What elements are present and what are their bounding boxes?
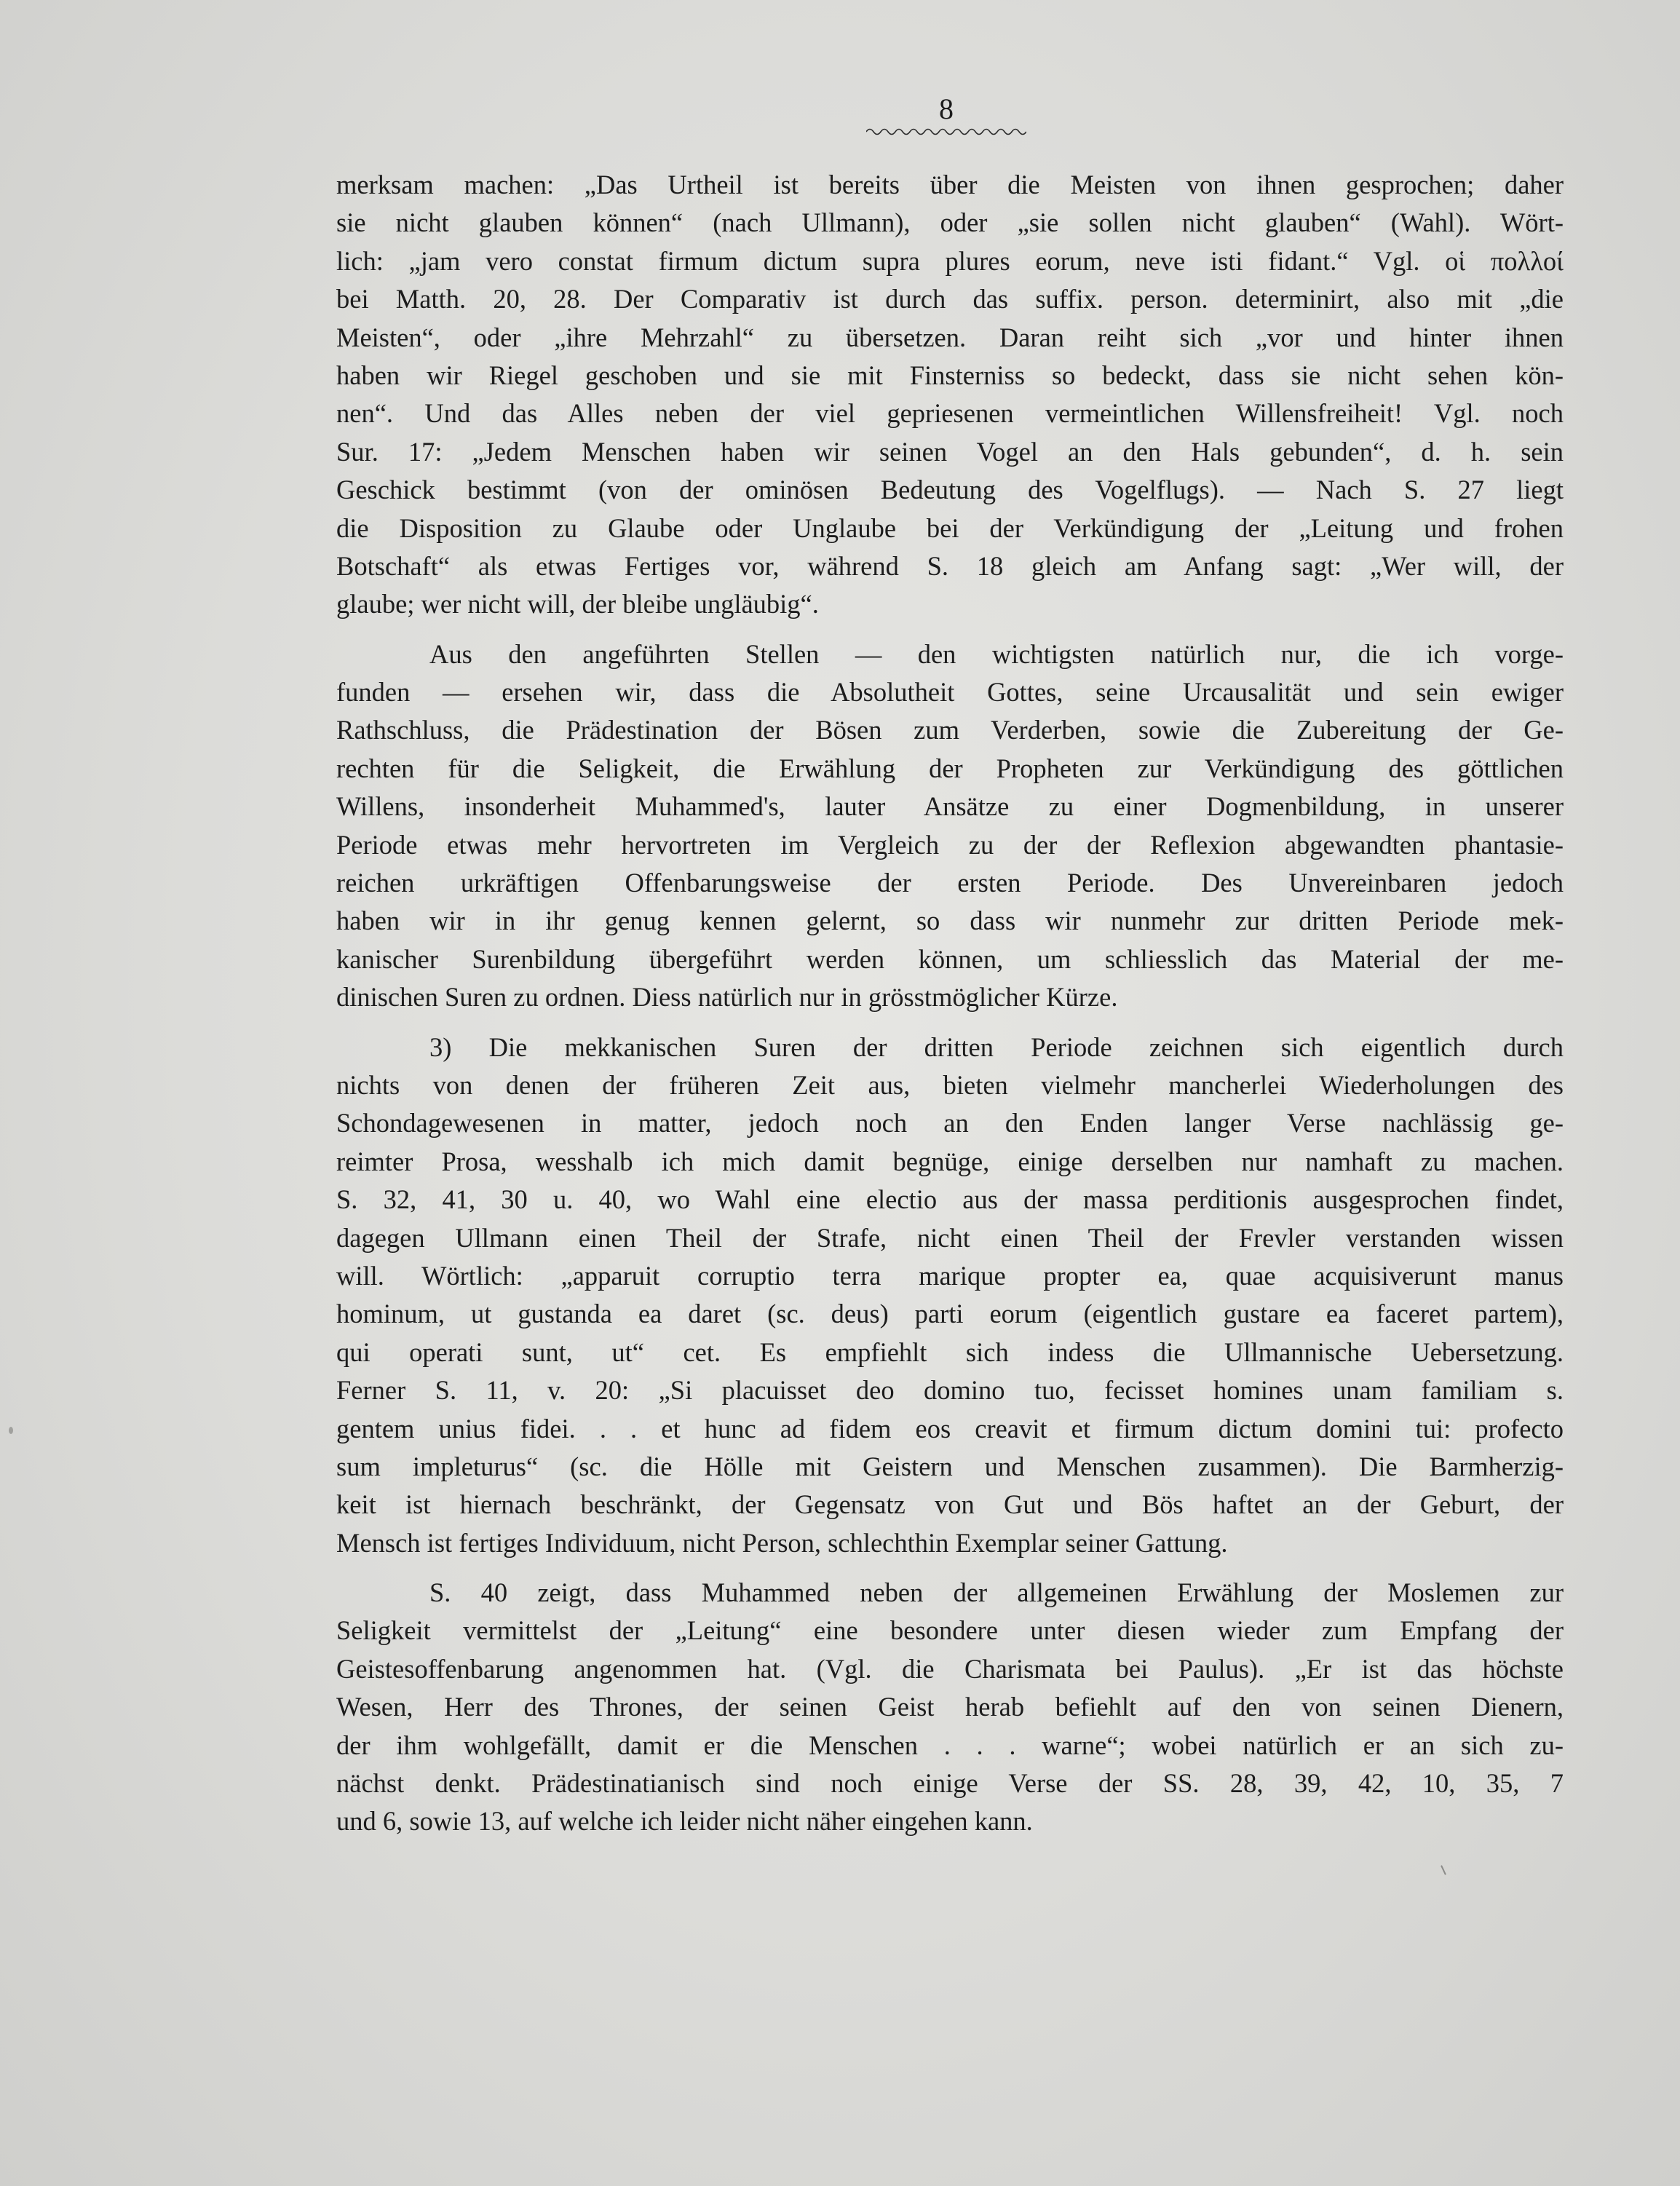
paragraph-2 [336,635,1564,1017]
text-line: 3) Die mekkanischen Suren der dritten Periode zeichnen sich eigentlich durch [429,1031,1564,1062]
text-line: dagegen Ullmann einen Theil der Strafe, nicht einen Theil der Frevler verstanden wissen [336,1222,1564,1253]
text-line: Aus den angeführten Stellen — den wichtigsten natürlich nur, die ich vorge- [429,638,1564,669]
text-line: und 6, sowie 13, auf welche ich leider nicht näher eingehen kann. [336,1806,1033,1837]
wavy-rule-ornament-icon [866,127,1026,137]
scan-blemish [1441,1865,1446,1875]
text-line: dinischen Suren zu ordnen. Diess natürlich nur in grösstmöglicher Kürze. [336,982,1118,1013]
text-line: hominum, ut gustanda ea daret (sc. deus) parti eorum (eigentlich gustare ea faceret partem), [336,1299,1564,1329]
text-line: haben wir Riegel geschoben und sie mit Finsterniss so bedeckt, dass sie nicht sehen kön- [336,360,1564,390]
text-line: reichen urkräftigen Offenbarungsweise der ersten Periode. Des Unvereinbaren jedoch [336,868,1564,898]
text-line: qui operati sunt, ut“ cet. Es empfiehlt sich indess die Ullmannische Uebersetzung. [336,1336,1564,1367]
text-line: Schondagewesenen in matter, jedoch noch an den Enden langer Verse nachlässig ge- [336,1108,1564,1138]
page-number: 8 [939,92,954,125]
text-line: Geschick bestimmt (von der ominösen Bedeutung des Vogelflugs). — Nach S. 27 liegt [336,475,1564,505]
text-line: reimter Prosa, wesshalb ich mich damit begnüge, einige derselben nur namhaft zu machen. [336,1146,1564,1176]
text-line: Botschaft“ als etwas Fertiges vor, während S. 18 gleich am Anfang sagt: „Wer will, der [336,550,1564,581]
text-line: sum impleturus“ (sc. die Hölle mit Geistern und Menschen zusammen). Die Barmherzig- [336,1451,1564,1481]
body-text [336,166,1564,1841]
paragraph-gap [336,1562,1564,1574]
text-line: Mensch ist fertiges Individuum, nicht Person, schlechthin Exemplar seiner Gattung. [336,1527,1228,1558]
text-line: Periode etwas mehr hervortreten im Vergleich zu der der Reflexion abgewandten phantasie- [336,829,1564,860]
text-line: keit ist hiernach beschränkt, der Gegensatz von Gut und Bös haftet an der Geburt, der [336,1489,1564,1520]
text-line: haben wir in ihr genug kennen gelernt, so dass wir nunmehr zur dritten Periode mek- [336,906,1564,936]
text-line: rechten für die Seligkeit, die Erwählung der Propheten zur Verkündigung des göttlichen [336,753,1564,783]
text-line: Willens, insonderheit Muhammed's, lauter Ansätze zu einer Dogmenbildung, in unserer [336,791,1564,822]
paragraph-gap [336,624,1564,635]
text-line: will. Wörtlich: „apparuit corruptio terra marique propter ea, quae acquisiverunt manus [336,1260,1564,1291]
text-line: Wesen, Herr des Thrones, der seinen Geist herab befiehlt auf den von seinen Dienern, [336,1692,1564,1722]
text-line: Rathschluss, die Prädestination der Bösen zum Verderben, sowie die Zubereitung der Ge- [336,715,1564,745]
text-line: der ihm wohlgefällt, damit er die Menschen . . . warne“; wobei natürlich er an sich zu- [336,1730,1564,1760]
text-line: Ferner S. 11, v. 20: „Si placuisset deo domino tuo, fecisset homines unam familiam s. [336,1375,1564,1406]
text-line: Geistesoffenbarung angenommen hat. (Vgl. die Charismata bei Paulus). „Er ist das höchste [336,1653,1564,1684]
text-line: kanischer Surenbildung übergeführt werden können, um schliesslich das Material der me- [336,943,1564,974]
text-line: funden — ersehen wir, dass die Absolutheit Gottes, seine Urcausalität und sein ewiger [336,677,1564,708]
text-line: nächst denkt. Prädestinatianisch sind noch einige Verse der SS. 28, 39, 42, 10, 35, 7 [336,1768,1564,1799]
scan-blemish [9,1427,13,1434]
text-line: S. 32, 41, 30 u. 40, wo Wahl eine electio aus der massa perditionis ausgesprochen findet, [336,1184,1564,1215]
text-line: gentem unius fidei. . . et hunc ad fidem eos creavit et firmum dictum domini tui: profecto [336,1413,1564,1444]
text-line: sie nicht glauben können“ (nach Ullmann), oder „sie sollen nicht glauben“ (Wahl). Wört- [336,207,1564,238]
text-line: bei Matth. 20, 28. Der Comparativ ist durch das suffix. person. determinirt, also mit „die [336,284,1564,314]
text-line: merksam machen: „Das Urtheil ist bereits über die Meisten von ihnen gesprochen; daher [336,170,1564,199]
text-line: Meisten“, oder „ihre Mehrzahl“ zu übersetzen. Daran reiht sich „vor und hinter ihnen [336,322,1564,352]
text-line: die Disposition zu Glaube oder Unglaube bei der Verkündigung der „Leitung und frohen [336,512,1564,543]
paragraph-4 [336,1574,1564,1841]
text-line: Sur. 17: „Jedem Menschen haben wir seinen Vogel an den Hals gebunden“, d. h. sein [336,436,1564,467]
paragraph-gap [336,1017,1564,1029]
text-line: glaube; wer nicht will, der bleibe ungläubig“. [336,589,819,619]
paragraph-3 [336,1029,1564,1562]
text-line: Seligkeit vermittelst der „Leitung“ eine besondere unter diesen wieder zum Empfang der [336,1615,1564,1646]
text-line: S. 40 zeigt, dass Muhammed neben der allgemeinen Erwählung der Moslemen zur [429,1577,1564,1608]
text-line: nen“. Und das Alles neben der viel gepriesenen vermeintlichen Willensfreiheit! Vgl. noch [336,398,1564,429]
text-line: lich: „jam vero constat firmum dictum supra plures eorum, neve isti fidant.“ Vgl. οἱ πολλοί [336,245,1564,276]
text-line: nichts von denen der früheren Zeit aus, bieten vielmehr mancherlei Wiederholungen des [336,1069,1564,1100]
paragraph-1 [336,166,1564,624]
